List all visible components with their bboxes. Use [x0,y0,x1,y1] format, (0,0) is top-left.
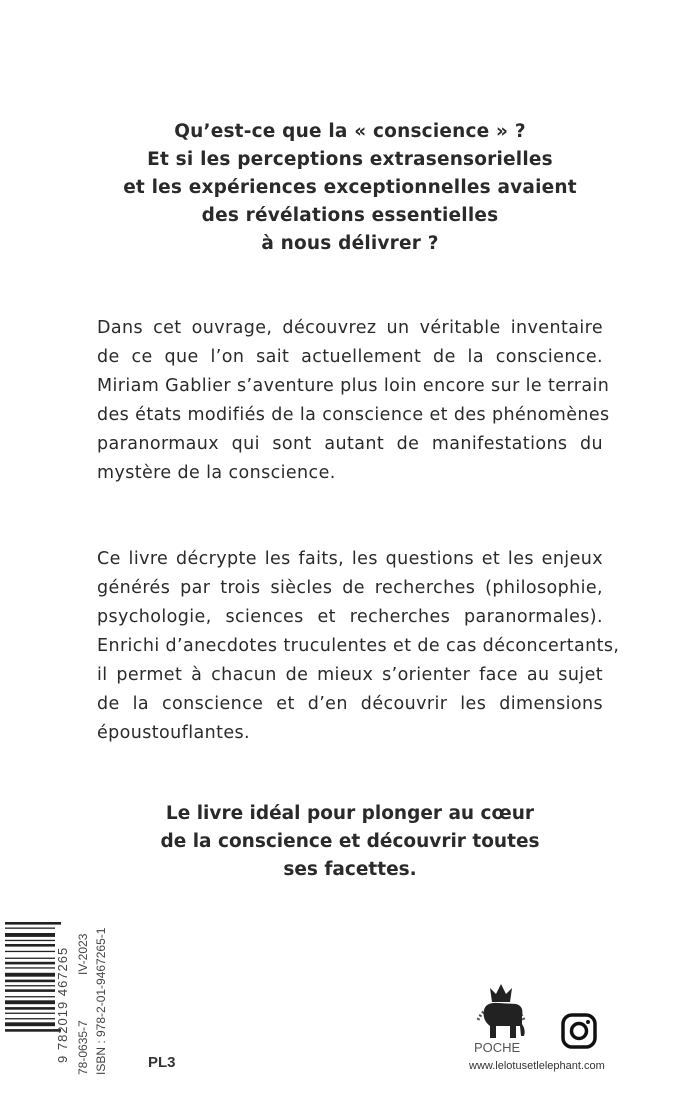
barcode-bar [5,944,55,947]
barcode-bar [5,962,55,965]
text-line: mystère de la conscience. [97,463,336,483]
barcode-bar [5,967,55,968]
text-line: de ce que l’on sait actuellement de la conscience. [97,347,603,367]
text-line: Enrichi d’anecdotes truculentes et de cas déconcertants, [97,636,620,656]
description-paragraph-1 [97,314,610,488]
barcode-code: 78-0635-7 [76,1020,90,1075]
barcode-bar [5,996,55,997]
barcode-bar [5,933,55,937]
print-date: IV-2023 [76,933,90,975]
heading-line: à nous délivrer ? [261,233,439,254]
barcode-bar [5,973,55,977]
closing-line: Le livre idéal pour plonger au cœur [165,803,535,824]
price-code: PL3 [148,1054,176,1071]
barcode-bar [5,1013,55,1014]
barcode-bar [5,980,55,983]
instagram-icon[interactable] [561,1013,597,1049]
text-line: Miriam Gablier s’aventure plus loin encore sur le terrain [97,376,610,396]
barcode-bar [5,985,55,986]
text-line: des états modifiés de la conscience et des phénomènes [97,405,610,425]
barcode-bar [5,928,55,929]
heading-line: Qu’est-ce que la « conscience » ? [174,121,526,142]
barcode-bar [5,958,55,959]
heading-line: des révélations essentielles [201,205,499,226]
closing-line: de la conscience et découvrir toutes [160,831,540,852]
text-line: générés par trois siècles de recherches (philosophie, [97,578,603,598]
text-line: Ce livre décrypte les faits, les questions et les enjeux [97,549,603,569]
description-paragraph-2 [97,545,620,748]
closing-statement [80,800,620,884]
text-line: psychologie, sciences et recherches paranormales). [97,607,603,627]
barcode-bar [5,940,55,941]
barcode-bar [5,1018,55,1019]
text-line: Dans cet ouvrage, découvrez un véritable inventaire [97,318,603,338]
closing-line: ses facettes. [283,859,417,880]
barcode-bar [5,1000,55,1004]
text-line: de la conscience et d’en découvrir les dimensions [97,694,603,714]
poche-label: POCHE [474,1040,521,1055]
barcode-bar [5,951,55,952]
barcode-digits: 9 782019 467265 [55,946,70,1063]
text-line: époustouflantes. [97,723,250,743]
heading-line: Et si les perceptions extrasensorielles [147,149,553,170]
heading-line: et les expériences exceptionnelles avaient [123,177,577,198]
barcode-bar [5,1029,61,1032]
isbn: ISBN : 978-2-01-9467265-1 [94,927,108,1075]
text-line: paranormaux qui sont autant de manifestations du [97,434,603,454]
barcode-bar [5,922,61,925]
barcode [5,922,61,1057]
back-cover-heading [60,118,640,258]
barcode-bar [5,1007,55,1010]
text-line: il permet à chacun de mieux s’orienter face au sujet [97,665,603,685]
barcode-bar [5,989,55,992]
barcode-bar [5,1022,55,1026]
publisher-website-link[interactable]: www.lelotusetlelephant.com [469,1060,605,1072]
